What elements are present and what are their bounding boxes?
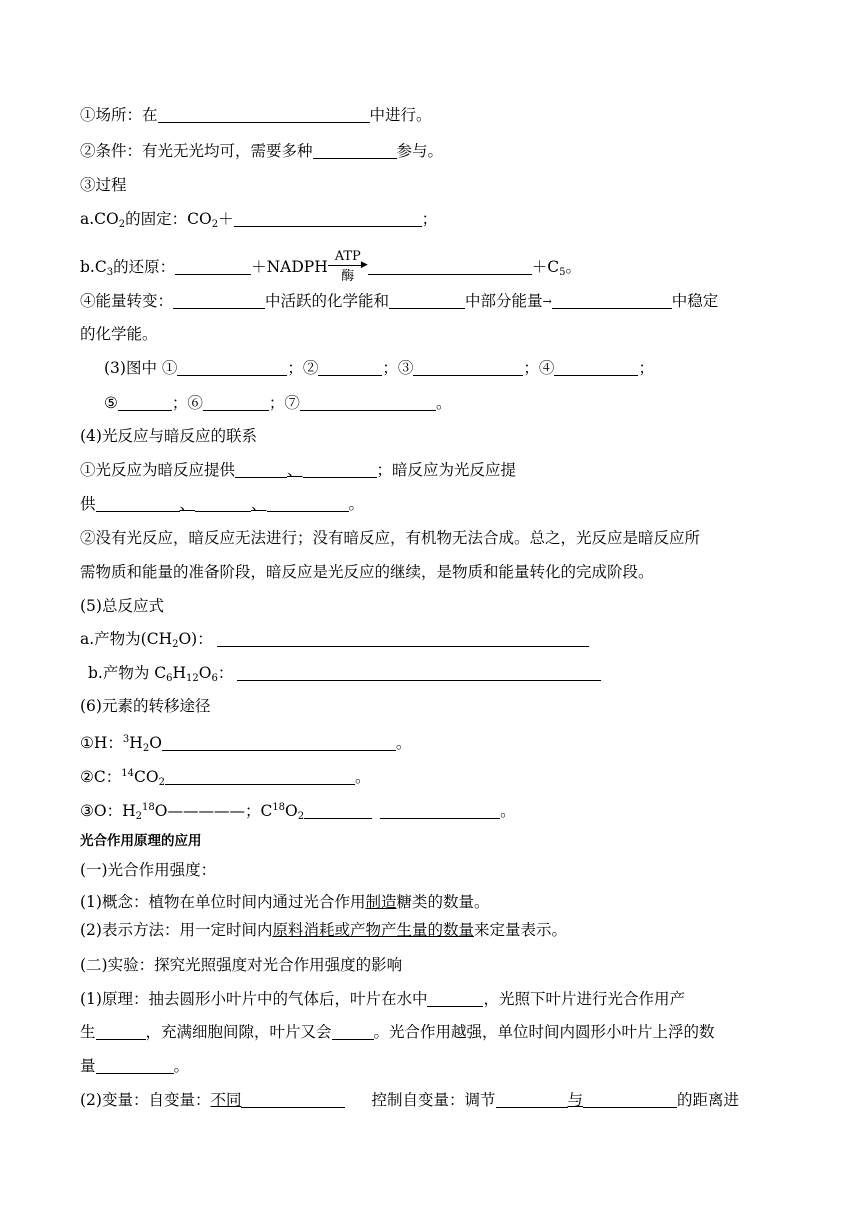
experiment-heading: (二)实验：探究光照强度对光合作用强度的影响 [80, 956, 403, 974]
energy-blank-2[interactable] [389, 292, 465, 309]
figure-labels-line-2: ⑤ ；⑥ ；⑦ 。 [104, 394, 452, 412]
relation-line-2: 供 、 、 。 [80, 495, 365, 513]
condition-blank[interactable] [313, 142, 397, 159]
co2-fixation-line: $a.CO_2$的固定：$CO_2+$ ； [80, 210, 438, 230]
relation-summary-1: ②没有光反应，暗反应无法进行；没有暗反应，有机物无法合成。总之，光反应是暗反应所 [80, 529, 701, 547]
overall-equation-a: a.产物为$(CH_2O)$： [80, 629, 589, 655]
figure-blank-6[interactable] [203, 394, 269, 411]
principle-blank-4[interactable] [96, 1057, 174, 1074]
oxygen-path-blank-2[interactable] [380, 802, 500, 819]
principle-blank-1[interactable] [427, 990, 483, 1007]
equation-b-blank[interactable] [237, 664, 601, 681]
process-heading: ③过程 [80, 176, 127, 194]
location-blank[interactable] [158, 106, 370, 123]
principle-line-1: (1)原理：抽去圆形小叶片中的气体后，叶片在水中 ，光照下叶片进行光合作用产 [80, 990, 685, 1008]
figure-labels-line-1: (3)图中 ① ；② ；③ ；④ ； [104, 359, 654, 377]
hydrogen-path-line: ①H：$^3H_2O$ 。 [80, 734, 412, 754]
reaction-arrow-icon: ATP ▶ 酶 [328, 250, 368, 280]
application-heading: 光合作用原理的应用 [80, 833, 202, 849]
c3-reduction-blank-2[interactable] [368, 258, 532, 275]
energy-blank-1[interactable] [173, 292, 265, 309]
c3-reduction-line: $b.C_3$的还原： ＋NADPH ATP ▶ 酶 $+C_5$。 [80, 249, 582, 284]
equation-a-blank[interactable] [217, 630, 589, 647]
figure-blank-4[interactable] [554, 359, 638, 376]
relation-blank-3[interactable] [96, 495, 180, 512]
variable-blank-2[interactable] [496, 1091, 568, 1108]
carbon-path-line: ②C：$^{14}CO_2$ 。 [80, 768, 371, 788]
overall-equation-b: b.产物为 $C_6H_{12}O_6$： [88, 663, 601, 689]
principle-line-3: 量 。 [80, 1057, 190, 1075]
location-line: ①场所：在 中进行。 [80, 106, 432, 124]
relation-summary-2: 需物质和能量的准备阶段，暗反应是光反应的继续，是物质和能量转化的完成阶段。 [80, 563, 654, 581]
principle-line-2: 生 ，充满细胞间隙，叶片又会 。光合作用越强，单位时间内圆形小叶片上浮的数 [80, 1023, 715, 1041]
right-arrow-icon: → [542, 295, 552, 308]
relation-blank-5[interactable] [267, 495, 349, 512]
principle-blank-3[interactable] [332, 1023, 374, 1040]
oxygen-path-line: ③O：$H_2^{18}O—————$；$C^{18}O_2$ 。 [80, 802, 516, 822]
section-4-heading: (4)光反应与暗反应的联系 [80, 427, 257, 445]
figure-blank-7[interactable] [300, 394, 436, 411]
relation-blank-1[interactable] [235, 461, 287, 478]
variable-blank-1[interactable] [241, 1091, 345, 1108]
figure-blank-1[interactable] [177, 359, 287, 376]
section-6-heading: (6)元素的转移途径 [80, 697, 211, 715]
relation-blank-4[interactable] [195, 495, 251, 512]
relation-blank-2[interactable] [303, 461, 377, 478]
section-5-heading: (5)总反应式 [80, 597, 164, 615]
c3-reduction-blank-1[interactable] [175, 258, 251, 275]
variables-line: (2)变量：自变量：不同 控制自变量：调节 与 的距离进 [80, 1091, 740, 1109]
figure-blank-3[interactable] [413, 359, 523, 376]
relation-line-1: ①光反应为暗反应提供 、 ；暗反应为光反应提 [80, 461, 517, 479]
carbon-path-blank[interactable] [165, 768, 355, 785]
energy-blank-3[interactable] [552, 292, 672, 309]
principle-blank-2[interactable] [96, 1023, 146, 1040]
method-line: (2)表示方法：用一定时间内原料消耗或产物产生量的数量来定量表示。 [80, 921, 567, 939]
co2-fixation-blank[interactable] [234, 210, 422, 227]
intensity-heading: (一)光合作用强度： [80, 861, 217, 879]
energy-conversion-line: ④能量转变： 中活跃的化学能和 中部分能量→ 中稳定 [80, 292, 719, 310]
condition-line: ②条件：有光无光均可，需要多种 参与。 [80, 142, 444, 160]
figure-blank-5[interactable] [118, 394, 172, 411]
energy-conversion-cont: 的化学能。 [80, 325, 158, 343]
variable-blank-3[interactable] [583, 1091, 677, 1108]
hydrogen-path-blank[interactable] [162, 734, 396, 751]
figure-blank-2[interactable] [318, 359, 382, 376]
concept-line: (1)概念：植物在单位时间内通过光合作用制造糖类的数量。 [80, 893, 490, 911]
oxygen-path-blank-1[interactable] [304, 802, 372, 819]
